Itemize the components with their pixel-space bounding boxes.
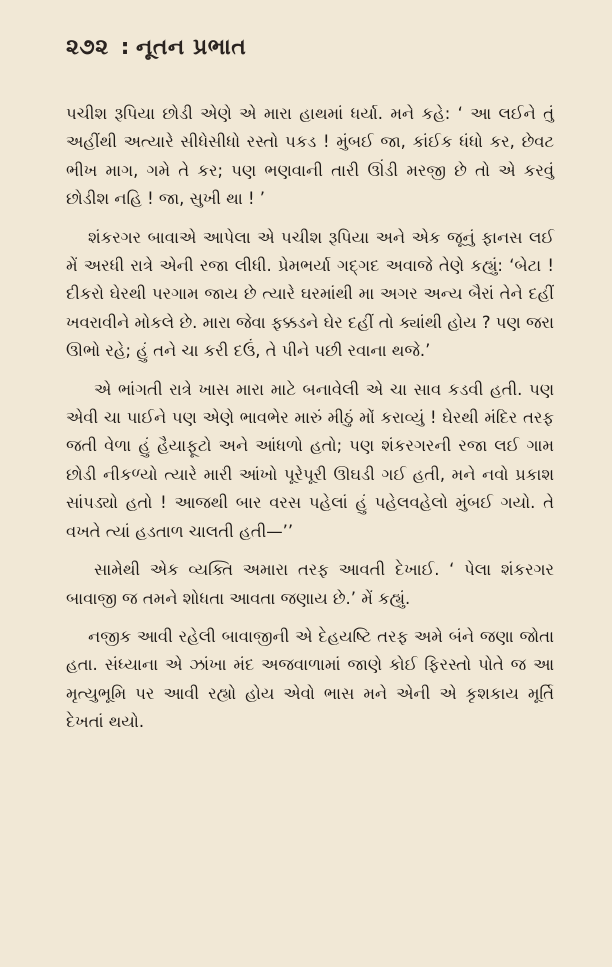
paragraph-4: સામેથી એક વ્યક્તિ અમારા તરફ આવતી દેખાઈ. ‘ પેલા શંકરગર બાવાજી જ તમને શોધતા આવતા જણાય છે.’ મેં કહ્યું. <box>66 560 554 608</box>
book-title: નૂતન પ્રભાત <box>135 35 247 60</box>
running-header <box>66 34 554 62</box>
page-number: ૨૭૨ <box>66 35 109 60</box>
paragraph-1: પચીશ રૂપિયા છોડી એણે એ મારા હાથમાં ધર્યા. મને કહે: ‘ આ લઈને તું અહીંથી અત્યારે સીધેસીધો રસ્તો પકડ ! મુંબઈ જા, કાંઈક ધંધો કર, છેવટ ભીખ માગ, ગમે તે કર; પણ ભણવાની તારી ઊંડી મરજી છે તો એ કરવું છોડીશ નહિ ! જા, સુખી થા ! ’ <box>66 104 554 209</box>
header-separator: : <box>120 35 130 60</box>
paragraph-5: નજીક આવી રહેલી બાવાજીની એ દેહયષ્ટિ તરફ અમે બંને જણા જોતા હતા. સંધ્યાના એ ઝાંખા મંદ અજવાળામાં જાણે કોઈ ફિરસ્તો પોતે જ આ મૃત્યુભૂમિ પર આવી રહ્યો હોય એવો ભાસ મને એની એ કૃશકાય મૂર્તિ દેખતાં થયો. <box>66 626 554 732</box>
paragraph-2: શંકરગર બાવાએ આપેલા એ પચીશ રૂપિયા અને એક જૂનું ફાનસ લઈ મેં અરધી રાત્રે એની રજા લીધી. પ્રેમભર્યા ગદ્ગદ અવાજે તેણે કહ્યું: ‘બેટા ! દીકરો ઘેરથી પરગામ જાય છે ત્યારે ઘરમાંથી મા અગર અન્ય બૈરાં તેને દહીં ખવરાવીને મોકલે છે. મારા જેવા ફક્કડને ઘેર દહીં તો ક્યાંથી હોય ? પણ જરા ઊભો રહે; હું તને ચા કરી દઉં, તે પીને પછી રવાના થજે.’ <box>66 227 554 361</box>
paragraph-3: એ ભાંગતી રાત્રે ખાસ મારા માટે બનાવેલી એ ચા સાવ કડવી હતી. પણ એવી ચા પાઈને પણ એણે ભાવભેર મારું મીઠું મોં કરાવ્યું ! ઘેરથી મંદિર તરફ જતી વેળા હું હૈયાફૂટો અને આંધળો હતો; પણ શંકરગરની રજા લઈ ગામ છોડી નીકળ્યો ત્યારે મારી આંખો પૂરેપૂરી ઊઘડી ગઈ હતી, મને નવો પ્રકાશ સાંપડ્યો હતો ! આજથી બાર વરસ પહેલાં હું પહેલવહેલો મુંબઈ ગયો. તે વખતે ત્યાં હડતાળ ચાલતી હતી—’’ <box>66 379 554 541</box>
page-body <box>66 100 554 737</box>
